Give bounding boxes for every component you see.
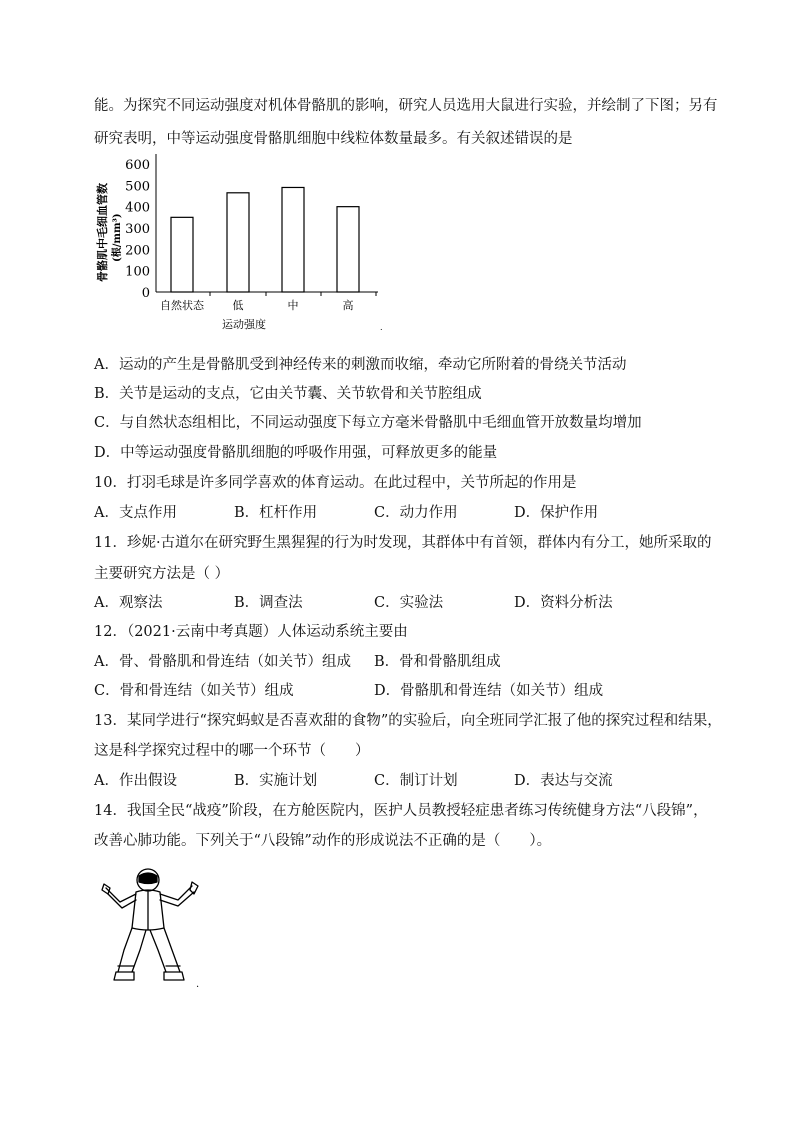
y-axis-label-line1: 骨骼肌中毛细血管数 [96,183,109,282]
q9-option-c: C．与自然状态组相比，不同运动强度下每立方毫米骨骼肌中毛细血管开放数量均增加 [94,415,642,431]
intro-line-2: 研究表明，中等运动强度骨骼肌细胞中线粒体数量最多。有关叙述错误的是 [94,131,573,147]
y-axis-label [95,183,123,282]
x-tick-labels [160,298,354,312]
y-tick-label: 400 [125,200,150,216]
x-tick-label: 自然状态 [160,299,204,312]
bar [337,207,359,292]
y-tick-label: 500 [125,179,150,195]
bar [227,193,249,292]
q13-stem-line1: 13．某同学进行“探究蚂蚁是否喜欢甜的食物”的实验后，向全班同学汇报了他的探究过程和结果， [94,713,722,729]
q10-stem: 10．打羽毛球是许多同学喜欢的体育运动。在此过程中，关节所起的作用是 [94,475,577,491]
q12-option-c: C．骨和骨连结（如关节）组成 [94,683,294,699]
q13-option-b: B．实施计划 [234,773,318,789]
q13-option-c: C．制订计划 [374,773,458,789]
q10-option-c: C．动力作用 [374,505,458,521]
q9-option-a: A．运动的产生是骨骼肌受到神经传来的刺激而收缩，牵动它所附着的骨绕关节活动 [94,357,627,373]
q12-option-d: D．骨骼肌和骨连结（如关节）组成 [374,683,604,699]
dot-mark: . [380,323,383,332]
q13-option-a: A．作出假设 [94,773,177,789]
x-tick-label: 高 [342,299,354,312]
bar [282,187,304,292]
q11-option-c: C．实验法 [374,595,444,611]
q14-stem-line1: 14．我国全民“战疫”阶段，在方舱医院内，医护人员教授轻症患者练习传统健身方法“八段锦”， [94,803,708,819]
baduanjin-figure-illustration [96,866,206,990]
intro-line-1: 能。为探究不同运动强度对机体骨骼肌的影响，研究人员选用大鼠进行实验，并绘制了下图；另有 [94,98,718,114]
x-tick-label: 中 [287,299,299,312]
x-axis-label: 运动强度 [222,318,266,331]
q10-option-d: D．保护作用 [514,505,599,521]
y-tick-label: 300 [125,222,150,237]
y-tick-labels [125,158,150,301]
q13-option-d: D．表达与交流 [514,773,613,789]
q10-option-a: A．支点作用 [94,505,177,521]
q9-option-b: B．关节是运动的支点，它由关节囊、关节软骨和关节腔组成 [94,386,482,402]
y-tick-label: 100 [125,264,150,280]
x-tick-label: 低 [232,299,244,312]
capillary-bar-chart [92,150,392,340]
q14-stem-line2: 改善心肺功能。下列关于“八段锦”动作的形成说法不正确的是（ ）。 [94,833,552,849]
q11-stem-line1: 11．珍妮·古道尔在研究野生黑猩猩的行为时发现，其群体中有首领，群体内有分工，她所采取的 [94,535,712,551]
q10-option-b: B．杠杆作用 [234,505,318,521]
q11-stem-line2: 主要研究方法是（ ） [94,566,230,582]
q12-option-a: A．骨、骨骼肌和骨连结（如关节）组成 [94,654,351,670]
q11-option-b: B．调查法 [234,595,303,611]
bar [171,217,193,292]
q13-stem-line2: 这是科学探究过程中的哪一个环节（ ） [94,743,370,759]
q11-option-d: D．资料分析法 [514,595,613,611]
bars [171,187,376,296]
q9-option-d: D．中等运动强度骨骼肌细胞的呼吸作用强，可释放更多的能量 [94,445,498,461]
y-axis-label-line2: (根/mm³) [112,213,123,262]
q12-stem: 12．（2021·云南中考真题）人体运动系统主要由 [94,624,408,640]
dot-mark: · [196,982,200,993]
y-tick-label: 200 [125,243,150,259]
q12-option-b: B．骨和骨骼肌组成 [374,654,501,670]
y-tick-label: 0 [141,286,150,301]
y-tick-label: 600 [125,158,150,173]
q11-option-a: A．观察法 [94,595,163,611]
